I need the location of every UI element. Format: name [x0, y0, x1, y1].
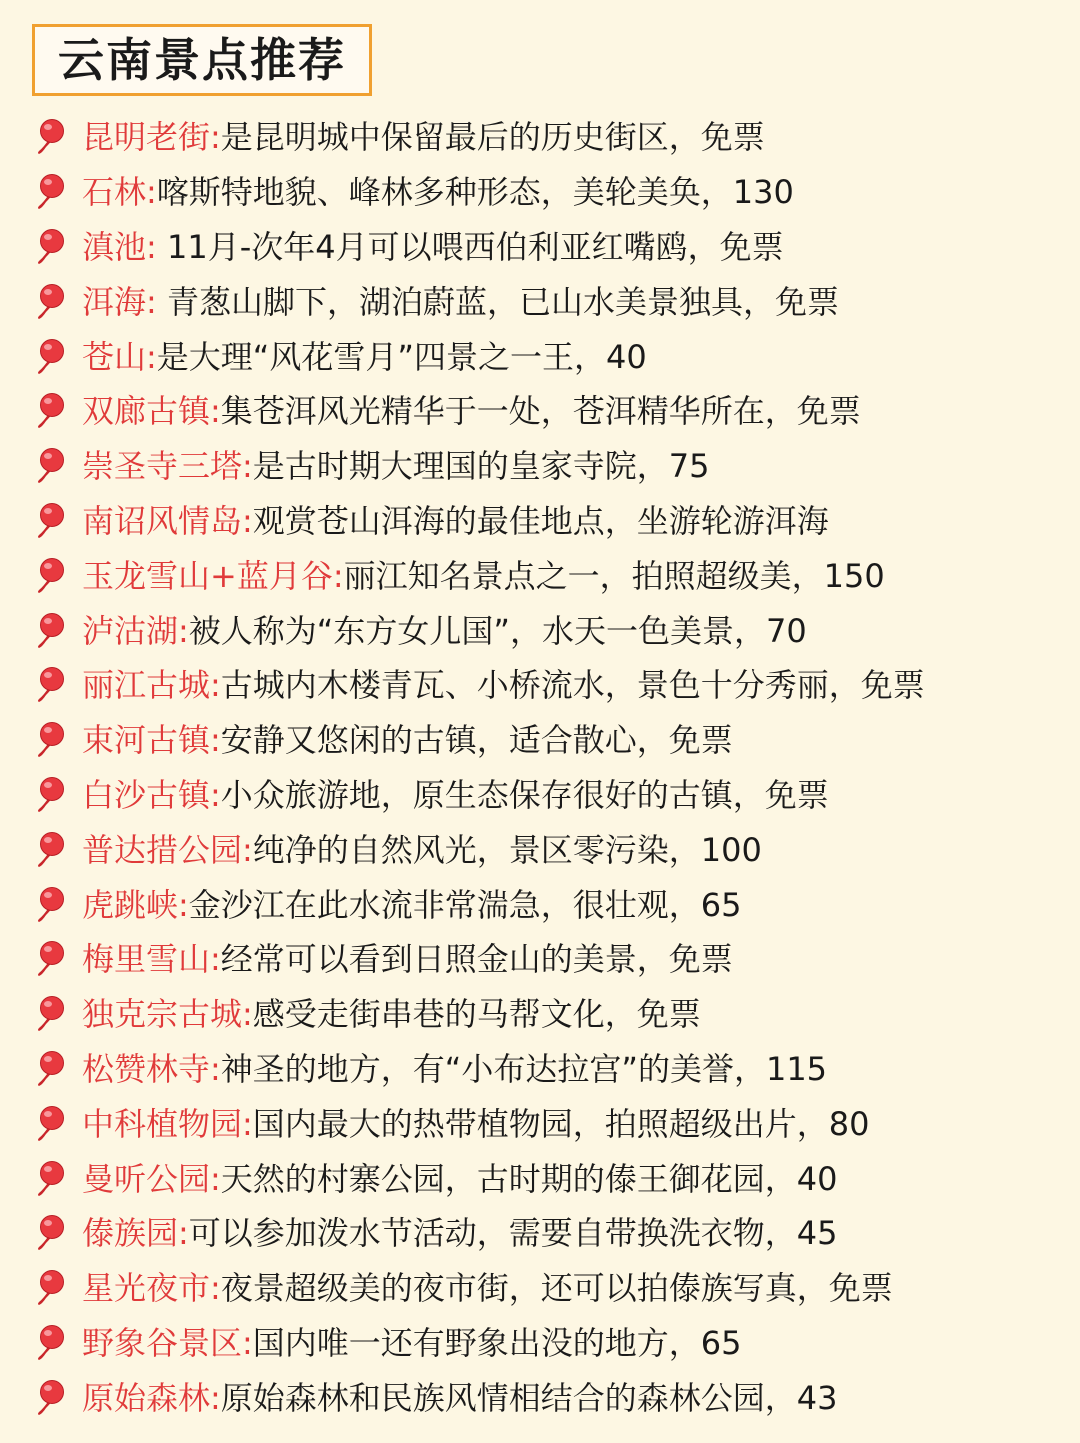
attraction-description: 原始森林和民族风情相结合的森林公园，43 [220, 1378, 838, 1417]
round-pushpin-icon [30, 1267, 72, 1309]
attraction-name: 丽江古城: [82, 666, 221, 705]
list-item [30, 1261, 1070, 1316]
list-item [30, 1151, 1070, 1206]
list-item [30, 439, 1070, 494]
attraction-description: 丽江知名景点之一，拍照超级美，150 [343, 556, 885, 595]
list-item [30, 548, 1070, 603]
attraction-description: 国内唯一还有野象出没的地方，65 [252, 1323, 742, 1362]
item-text [82, 282, 839, 321]
item-text [82, 995, 701, 1034]
attraction-name: 普达措公园: [82, 830, 253, 869]
round-pushpin-icon [30, 1212, 72, 1254]
item-text [82, 1269, 893, 1308]
round-pushpin-icon [30, 445, 72, 487]
list-item [30, 1206, 1070, 1261]
item-text [82, 830, 762, 869]
attraction-name: 玉龙雪山+蓝月谷: [82, 556, 344, 595]
round-pushpin-icon [30, 774, 72, 816]
attraction-description: 是古时期大理国的皇家寺院，75 [252, 447, 710, 486]
attraction-description: 可以参加泼水节活动，需要自带换洗衣物，45 [188, 1214, 838, 1253]
attraction-description: 集苍洱风光精华于一处，苍洱精华所在，免票 [220, 392, 861, 431]
item-text [82, 611, 807, 650]
attraction-description: 感受走街串巷的马帮文化，免票 [252, 995, 701, 1034]
item-text [82, 118, 765, 157]
attraction-name: 原始森林: [82, 1378, 221, 1417]
attraction-name: 中科植物园: [82, 1104, 253, 1143]
attraction-description: 青葱山脚下，湖泊蔚蓝，已山水美景独具，免票 [156, 282, 839, 321]
round-pushpin-icon [30, 390, 72, 432]
list-item [30, 1042, 1070, 1097]
round-pushpin-icon [30, 116, 72, 158]
item-text [82, 1104, 870, 1143]
item-text [82, 1049, 828, 1088]
attraction-description: 国内最大的热带植物园，拍照超级出片，80 [252, 1104, 870, 1143]
attraction-name: 石林: [82, 173, 157, 212]
list-item [30, 494, 1070, 549]
list-item [30, 1096, 1070, 1151]
list-item [30, 384, 1070, 439]
attraction-description: 夜景超级美的夜市街，还可以拍傣族写真，免票 [220, 1269, 893, 1308]
attraction-name: 束河古镇: [82, 721, 221, 760]
item-text [82, 775, 829, 814]
attraction-description: 金沙江在此水流非常湍急，很壮观，65 [188, 885, 742, 924]
round-pushpin-icon [30, 555, 72, 597]
attraction-description: 经常可以看到日照金山的美景，免票 [220, 940, 733, 979]
list-item [30, 329, 1070, 384]
round-pushpin-icon [30, 281, 72, 323]
attraction-list [30, 110, 1070, 1425]
round-pushpin-icon [30, 993, 72, 1035]
item-text [82, 227, 784, 266]
list-item [30, 165, 1070, 220]
attraction-name: 梅里雪山: [82, 940, 221, 979]
round-pushpin-icon [30, 336, 72, 378]
round-pushpin-icon [30, 719, 72, 761]
attraction-description: 安静又悠闲的古镇，适合散心，免票 [220, 721, 733, 760]
round-pushpin-icon [30, 938, 72, 980]
item-text [82, 1323, 742, 1362]
attraction-description: 被人称为“东方女儿国”，水天一色美景，70 [188, 611, 807, 650]
round-pushpin-icon [30, 226, 72, 268]
attraction-name: 傣族园: [82, 1214, 189, 1253]
item-text [82, 501, 829, 540]
attraction-name: 南诏风情岛: [82, 501, 253, 540]
attraction-name: 苍山: [82, 337, 157, 376]
attraction-name: 泸沽湖: [82, 611, 189, 650]
attraction-description: 神圣的地方，有“小布达拉宫”的美誉，115 [220, 1049, 828, 1088]
attraction-description: 11月-次年4月可以喂西伯利亚红嘴鸥，免票 [156, 227, 784, 266]
round-pushpin-icon [30, 884, 72, 926]
attraction-name: 双廊古镇: [82, 392, 221, 431]
item-text [82, 1214, 838, 1253]
attraction-name: 昆明老街: [82, 118, 221, 157]
attraction-name: 虎跳峡: [82, 885, 189, 924]
round-pushpin-icon [30, 1377, 72, 1419]
attraction-description: 天然的村寨公园，古时期的傣王御花园，40 [220, 1159, 838, 1198]
title-box [32, 24, 372, 96]
attraction-name: 曼听公园: [82, 1159, 221, 1198]
list-item [30, 1370, 1070, 1425]
attraction-description: 小众旅游地，原生态保存很好的古镇，免票 [220, 775, 829, 814]
list-item [30, 220, 1070, 275]
item-text [82, 885, 742, 924]
item-text [82, 173, 794, 212]
page-title: 云南景点推荐 [58, 33, 346, 87]
round-pushpin-icon [30, 500, 72, 542]
attraction-name: 白沙古镇: [82, 775, 221, 814]
round-pushpin-icon [30, 1322, 72, 1364]
round-pushpin-icon [30, 829, 72, 871]
item-text [82, 721, 733, 760]
round-pushpin-icon [30, 664, 72, 706]
round-pushpin-icon [30, 1158, 72, 1200]
list-item [30, 1316, 1070, 1371]
item-text [82, 447, 710, 486]
round-pushpin-icon [30, 1103, 72, 1145]
item-text [82, 392, 861, 431]
list-item [30, 274, 1070, 329]
list-item [30, 603, 1070, 658]
item-text [82, 1378, 838, 1417]
attraction-description: 古城内木楼青瓦、小桥流水，景色十分秀丽，免票 [220, 666, 925, 705]
item-text [82, 556, 885, 595]
item-text [82, 940, 733, 979]
attraction-description: 观赏苍山洱海的最佳地点，坐游轮游洱海 [252, 501, 829, 540]
list-item [30, 713, 1070, 768]
list-item [30, 987, 1070, 1042]
attraction-name: 独克宗古城: [82, 995, 253, 1034]
attraction-name: 洱海: [82, 282, 157, 321]
list-item [30, 110, 1070, 165]
attraction-description: 是大理“风花雪月”四景之一王，40 [156, 337, 647, 376]
attraction-name: 滇池: [82, 227, 157, 266]
list-item [30, 768, 1070, 823]
round-pushpin-icon [30, 171, 72, 213]
list-item [30, 822, 1070, 877]
round-pushpin-icon [30, 1048, 72, 1090]
round-pushpin-icon [30, 610, 72, 652]
item-text [82, 666, 925, 705]
attraction-name: 崇圣寺三塔: [82, 447, 253, 486]
item-text [82, 337, 647, 376]
attraction-description: 是昆明城中保留最后的历史街区，免票 [220, 118, 765, 157]
attraction-description: 纯净的自然风光，景区零污染，100 [252, 830, 762, 869]
list-item [30, 877, 1070, 932]
attraction-name: 星光夜市: [82, 1269, 221, 1308]
list-item [30, 932, 1070, 987]
attraction-name: 野象谷景区: [82, 1323, 253, 1362]
item-text [82, 1159, 838, 1198]
list-item [30, 658, 1070, 713]
attraction-description: 喀斯特地貌、峰林多种形态，美轮美奂，130 [156, 173, 794, 212]
attraction-name: 松赞林寺: [82, 1049, 221, 1088]
